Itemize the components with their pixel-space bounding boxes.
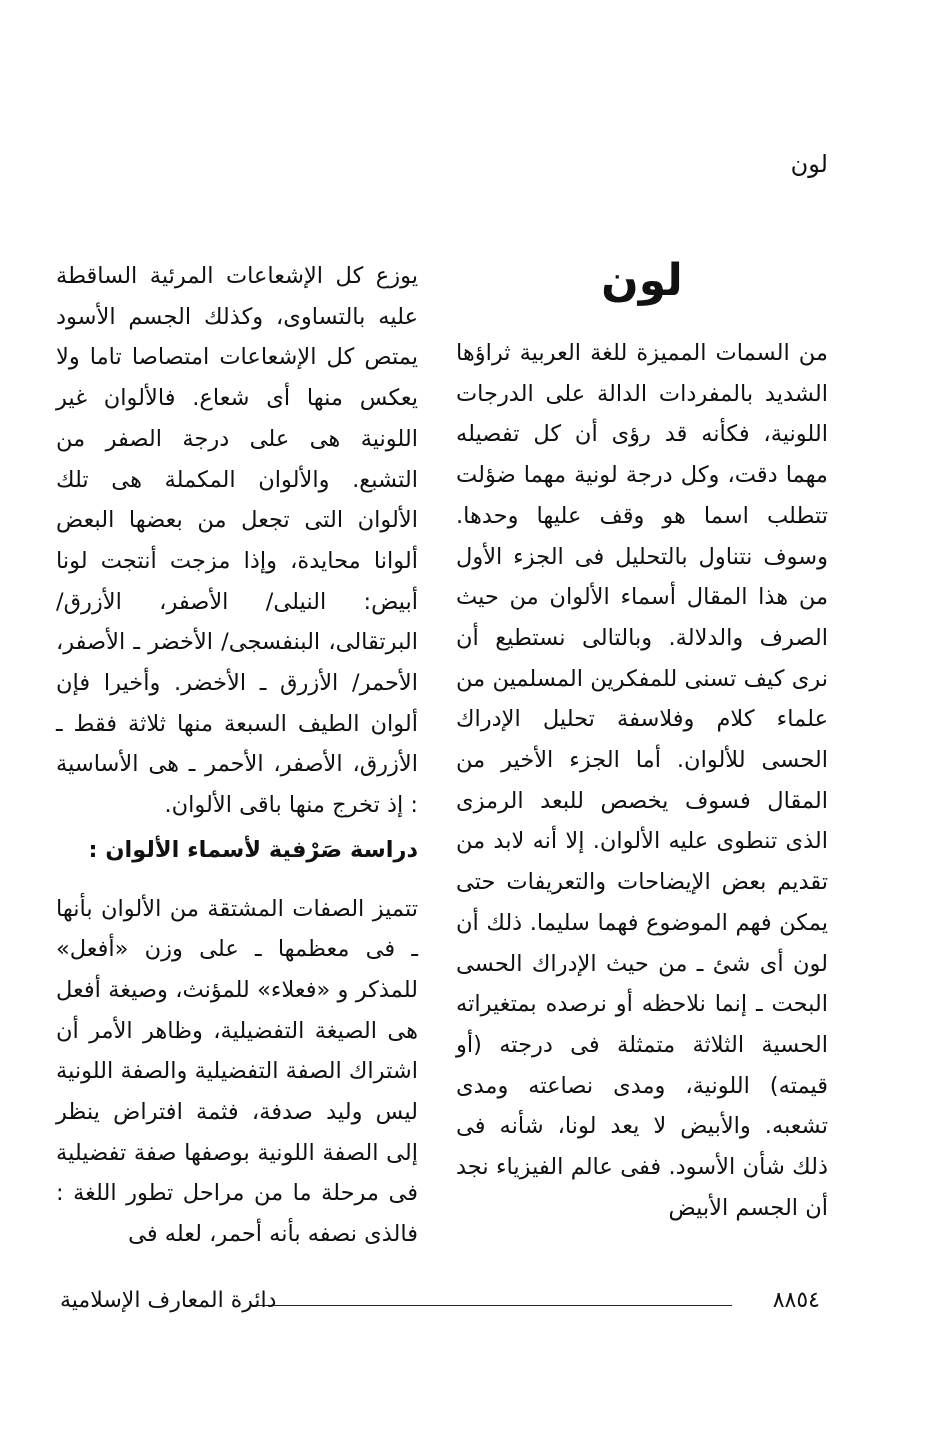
right-column-text: من السمات المميزة للغة العربية ثراؤها الشديد بالمفردات الدالة على الدرجات اللونية، فكأنه قد رؤى أن كل تفصيله مهما دقت، وكل درجة لونية مهما ضؤلت تتطلب اسما هو وقف عليها وحدها. وسوف نتناول بالتحليل فى الجزء الأول من هذا المقال أسماء الألوان من حيث الصرف والدلالة. وبالتالى نستطيع أن نرى كيف تسنى للمفكرين المسلمين من علماء كلام وفلاسفة تحليل الإدراك الحسى للألوان. أما الجزء الأخير من المقال فسوف يخصص للبعد الرمزى الذى تنطوى عليه الألوان. إلا أنه لابد من تقديم بعض الإيضاحات والتعريفات حتى يمكن فهم الموضوع فهما سليما. ذلك أن لون أى شئ ـ من حيث الإدراك الحسى البحت ـ إنما نلاحظه أو نرصده بمتغيراته الحسية الثلاثة متمثلة فى درجته (أو قيمته) اللونية، ومدى نصاعته ومدى تشعبه. والأبيض لا يعد لونا، شأنه فى ذلك شأن الأسود. ففى عالم الفيزياء نجد أن الجسم الأبيض: [456, 340, 828, 1221]
article-title: لون: [601, 255, 683, 306]
page-number: ٨٨٥٤: [772, 1288, 820, 1313]
running-head: لون: [790, 150, 828, 178]
publication-name: دائرة المعارف الإسلامية: [60, 1288, 277, 1313]
right-column: [456, 255, 828, 1228]
section-heading: دراسة صَرْفية لأسماء الألوان :: [88, 836, 418, 863]
left-column: [56, 256, 418, 1255]
left-column-paragraph-2: تتميز الصفات المشتقة من الألوان بأنها ـ فى معظمها ـ على وزن «أفعل» للمذكر و «فعلاء» للمؤنث، وصيغة أفعل هى الصيغة التفضيلية، وظاهر الأمر أن اشتراك الصفة التفضيلية والصفة اللونية ليس وليد صدفة، فثمة افتراض ينظر إلى الصفة اللونية بوصفها صفة تفضيلية فى مرحلة ما من مراحل تطور اللغة : فالذى نصفه بأنه أحمر، لعله فى: [56, 895, 418, 1248]
footer-rule: [255, 1305, 732, 1306]
page-footer: [60, 1288, 820, 1328]
left-column-paragraph-1: يوزع كل الإشعاعات المرئية الساقطة عليه بالتساوى، وكذلك الجسم الأسود يمتص كل الإشعاعات امتصاصا تاما ولا يعكس منها أى شعاع. فالألوان غير اللونية هى على درجة الصفر من التشبع. والألوان المكملة هى تلك الألوان التى تجعل من بعضها البعض ألوانا محايدة، وإذا مزجت أنتجت لونا أبيض: النيلى/ الأصفر، الأزرق/ البرتقالى، البنفسجى/ الأخضر ـ الأصفر، الأحمر/ الأزرق ـ الأخضر. وأخيرا فإن ألوان الطيف السبعة منها ثلاثة فقط ـ الأزرق، الأصفر، الأحمر ـ هى الأساسية : إذ تخرج منها باقى الألوان.: [56, 263, 418, 819]
